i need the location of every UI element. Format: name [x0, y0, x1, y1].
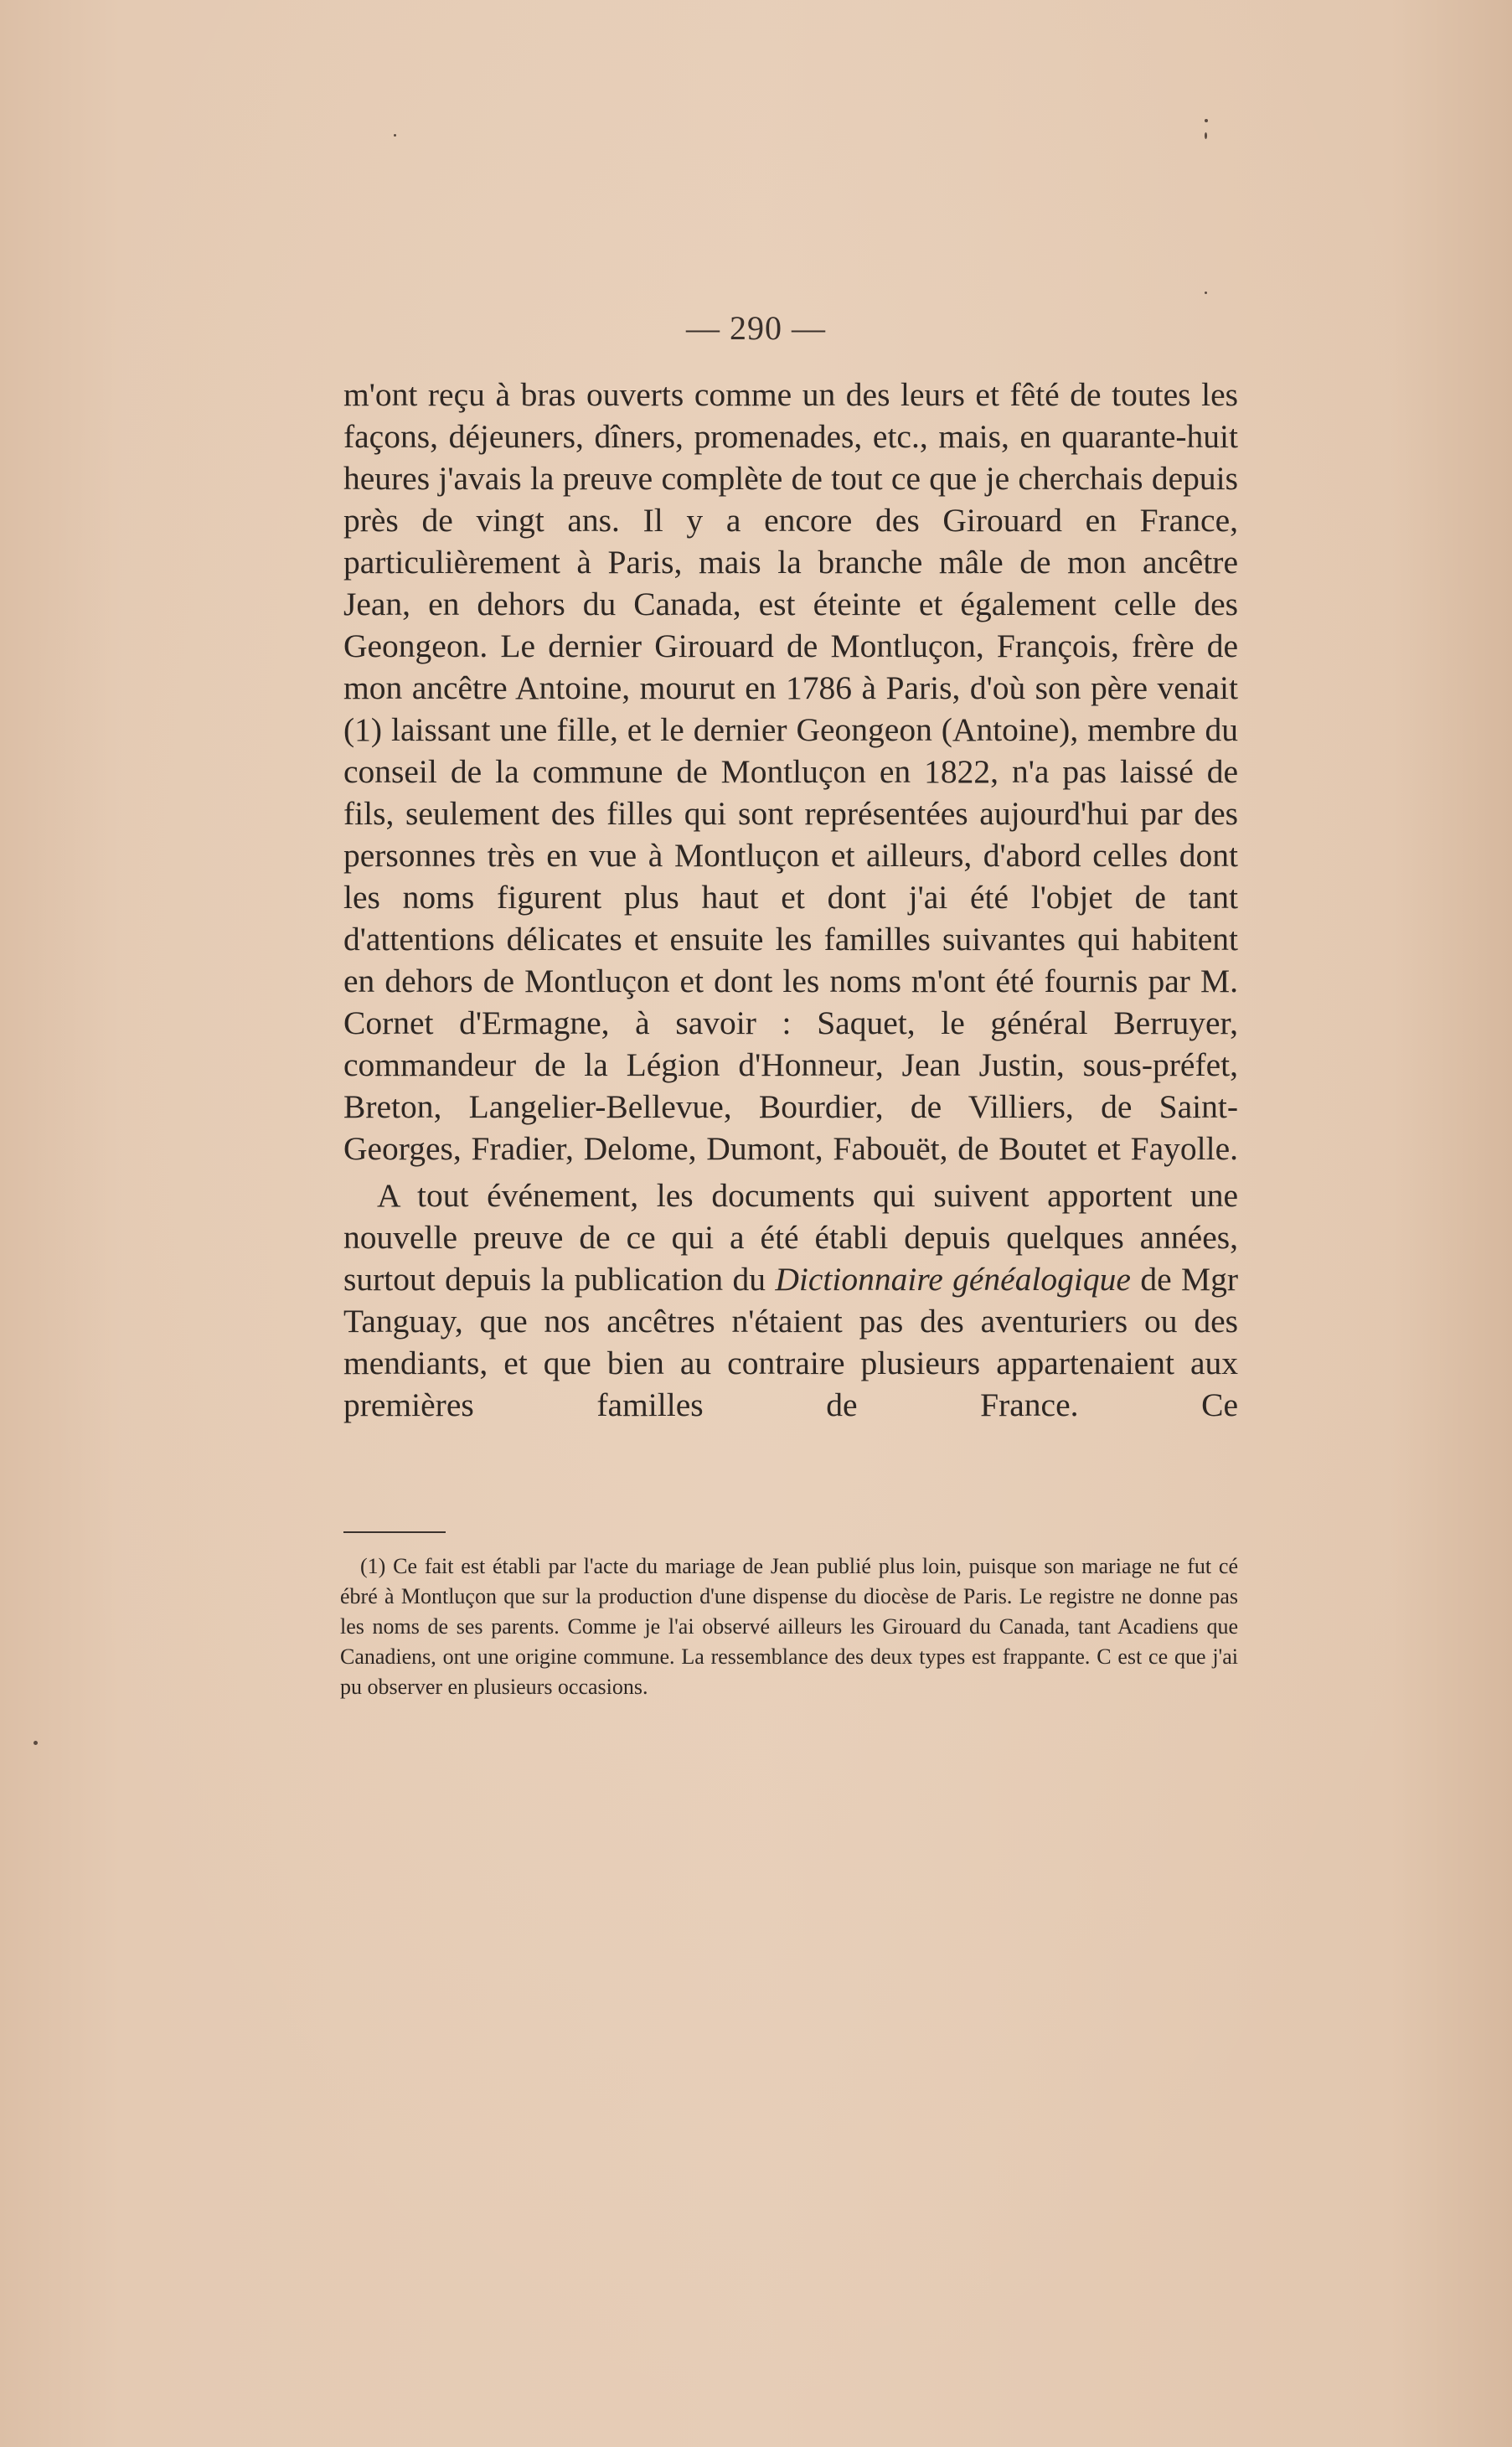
dust-speck [1205, 119, 1208, 122]
paragraph-2 [343, 1174, 1238, 1426]
main-text [343, 374, 1238, 1426]
dust-speck [1205, 292, 1207, 294]
dust-speck [1205, 132, 1207, 139]
page-number: — 290 — [686, 309, 826, 347]
footnote-rule [343, 1531, 446, 1533]
footnote-text: (1) Ce fait est établi par l'acte du mariage de Jean publié plus loin, puisque son mariage ne fut cé ébré à Montluçon que sur la production d'une dispense du diocèse de Paris. Le registre ne donne pas les noms de ses parents. Comme je l'ai observé ailleurs les Girouard du Canada, tant Acadiens que Canadiens, ont une origine commune. La ressemblance des deux types est frappante. C est ce que j'ai pu observer en plusieurs occasions. [340, 1554, 1238, 1699]
footnote [340, 1551, 1238, 1702]
dust-speck [34, 1741, 38, 1745]
paragraph-2-start: A tout événement, les documents qui suivent apportent une nouvelle preuve de ce qui a été établi depuis quelques années, surtout depuis la publication du [343, 1177, 1238, 1298]
paragraph-2-italic-title: Dictionnaire généalogique [775, 1261, 1131, 1298]
dust-speck [394, 134, 396, 137]
paragraph-2-end: de Mgr Tanguay, que nos ancêtres n'étaient pas des aventuriers ou des mendiants, et que bien au contraire plusieurs appartenaient aux premières familles de France. Ce [343, 1261, 1238, 1423]
paragraph-1: m'ont reçu à bras ouverts comme un des leurs et fêté de toutes les façons, déjeuners, dîners, promenades, etc., mais, en quarante-huit heures j'avais la preuve complète de tout ce que je cherchais depuis près de vingt ans. Il y a encore des Girouard en France, particulièrement à Paris, mais la branche mâle de mon ancêtre Jean, en dehors du Canada, est éteinte et également celle des Geongeon. Le dernier Girouard de Montluçon, François, frère de mon ancêtre Antoine, mourut en 1786 à Paris, d'où son père venait (1) laissant une fille, et le dernier Geongeon (Antoine), membre du conseil de la commune de Montluçon en 1822, n'a pas laissé de fils, seulement des filles qui sont représentées aujourd'hui par des personnes très en vue à Montluçon et ailleurs, d'abord celles dont les noms figurent plus haut et dont j'ai été l'objet de tant d'attentions délicates et ensuite les familles suivantes qui habitent en dehors de Montluçon et dont les noms m'ont été fournis par M. Cornet d'Ermagne, à savoir : Saquet, le général Berruyer, commandeur de la Légion d'Honneur, Jean Justin, sous-préfet, Breton, Langelier-Bellevue, Bourdier, de Villiers, de Saint-Georges, Fradier, Delome, Dumont, Fabouët, de Boutet et Fayolle. [343, 376, 1238, 1167]
